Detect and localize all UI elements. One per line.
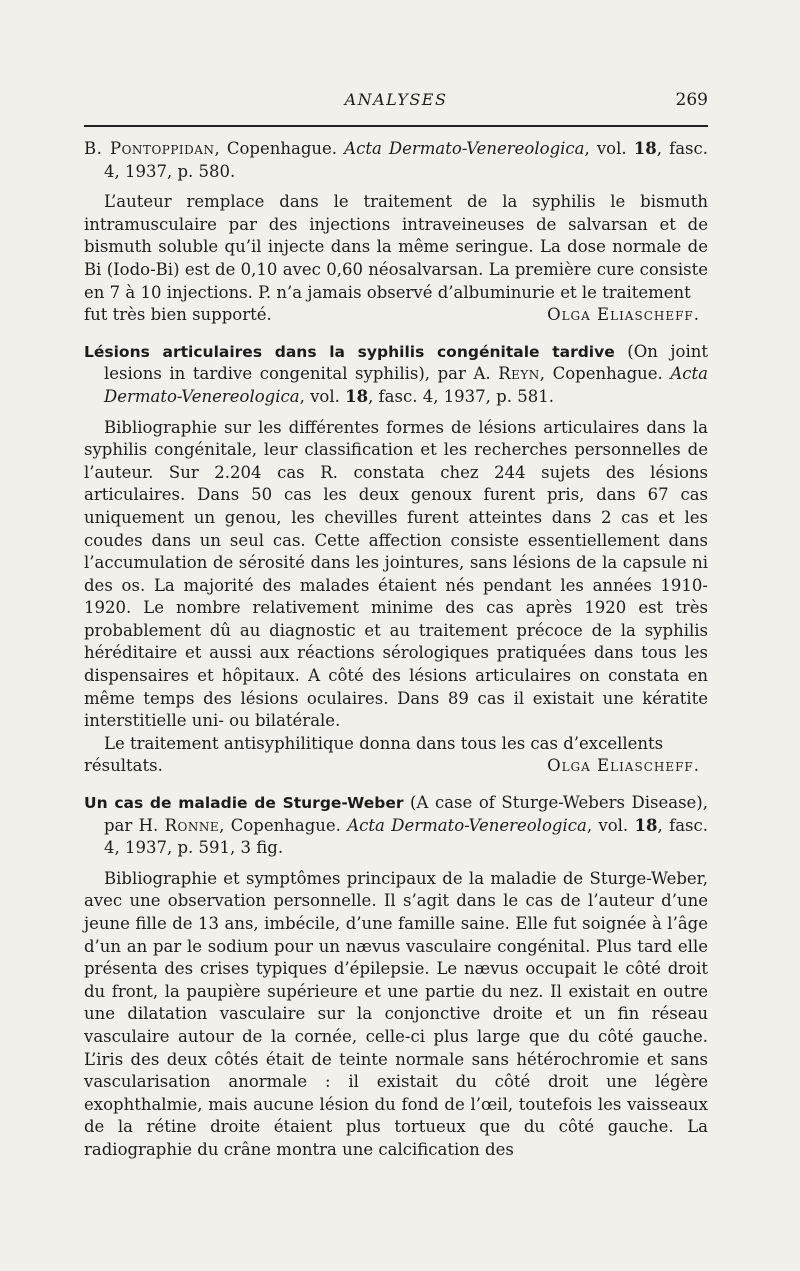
entry-2-citation: Lésions articulaires dans la syphilis congénitale tardive (On joint lesions in tardive congenital syphilis), par A. Reyn, Copenhague. Acta Dermato-Venereologica, vol. 18, fasc. 4, 1937, p. 581. — [84, 341, 708, 406]
entry-1-author: B. Pontoppidan — [84, 139, 215, 158]
entry-2-author: Reyn — [498, 364, 540, 384]
header-rule — [84, 125, 708, 127]
entry-1-abstract: L’auteur remplace dans le traitement de la syphilis le bismuth intramusculaire par des injections intraveineuses de salvarsan et de bismuth soluble qu’il injecte dans la même seringue. La dose normale de Bi (Iodo-Bi) est de 0,10 avec 0,60 néosalvarsan. La première cure consiste en 7 à 10 injections. P. n’a jamais observé d’albuminurie et le traitement — [84, 192, 708, 302]
page-number: 269 — [675, 90, 708, 110]
running-header — [84, 86, 708, 116]
entry-3-journal: Acta Dermato-Venereologica — [347, 815, 587, 835]
entry-2-abstract: Bibliographie sur les différentes formes de lésions articulaires dans la syphilis congénitale, leur classification et les recherches personnelles de l’auteur. Sur 2.204 cas R. constata chez 244 sujets des lésions articulaires. Dans 50 cas les deux genoux furent pris, dans 67 cas uniquement un genou, les chevilles furent atteintes dans 2 cas et les coudes dans un seul cas. Cette affection consiste essentiellement dans l’accumulation de sérosité dans les jointures, sans lésions de la capsule ni des os. La majorité des malades étaient nés pendant les années 1910-1920. Le nombre relativement minime des cas après 1920 est très probablement dû au diagnostic et au traitement précoce de la syphilis héréditaire et aussi aux réactions sérologiques pratiquées dans tous les dispensaires et hôpitaux. A côté des lésions articulaires on constata en même temps des lésions oculaires. Dans 89 cas il existait une kératite interstitielle uni- ou bilatérale. — [84, 417, 708, 731]
page-body — [84, 138, 708, 1162]
entry-3-abstract: Bibliographie et symptômes principaux de la maladie de Sturge-Weber, avec une observation personnelle. Il s’agit dans le cas de l’auteur d’une jeune fille de 13 ans, imbécile, d’une famille saine. Elle fut soignée à l’âge d’un an par le sodium pour un nævus vasculaire congénital. Plus tard elle présenta des crises typiques d’épilepsie. Le nævus occupait le côté droit du front, la paupière supérieure et une partie du nez. Il existait en outre une dilatation vasculaire sur la conjonctive droite et un fin réseau vasculaire autour de la cornée, celle-ci plus large que du côté gauche. L’iris des deux côtés était de teinte normale sans hétérochromie et sans vascularisation anormale : il existait du côté droit une légère exophthalmie, mais aucune lésion du fond de l’œil, toutefois les vaisseaux de la rétine droite étaient plus tortueux que du côté gauche. La radiographie du crâne montra une calcification des — [84, 868, 708, 1159]
entry-2-last-line: résultats. Olga Eliascheff. — [84, 755, 708, 778]
entry-1-journal: Acta Dermato-Venereologica — [344, 139, 585, 158]
entry-2-treatment: Le traitement antisyphilitique donna dans tous les cas d’excellents — [104, 733, 664, 753]
entry-3-title: Un cas de maladie de Sturge-Weber — [84, 794, 404, 813]
running-title: ANALYSES — [344, 90, 448, 109]
entry-3-author: Ronne — [164, 815, 220, 835]
entry-2-title: Lésions articulaires dans la syphilis congénitale tardive — [84, 342, 615, 361]
entry-1-last-line: fut très bien supporté. Olga Eliascheff. — [84, 304, 708, 327]
entry-1-citation: B. Pontoppidan, Copenhague. Acta Dermato-Venereologica, vol. 18, fasc. 4, 1937, p. 580. — [84, 139, 709, 181]
entry-1-signature: Olga Eliascheff. — [547, 305, 700, 325]
entry-2-signature: Olga Eliascheff. — [547, 756, 700, 776]
entry-3-citation: Un cas de maladie de Sturge-Weber (A case of Sturge-Webers Disease), par H. Ronne, Copenhague. Acta Dermato-Venereologica, vol. 18, fasc. 4, 1937, p. 591, 3 fig. — [84, 793, 708, 858]
entry-2-journal: Acta Dermato-Venereologica — [104, 364, 708, 406]
